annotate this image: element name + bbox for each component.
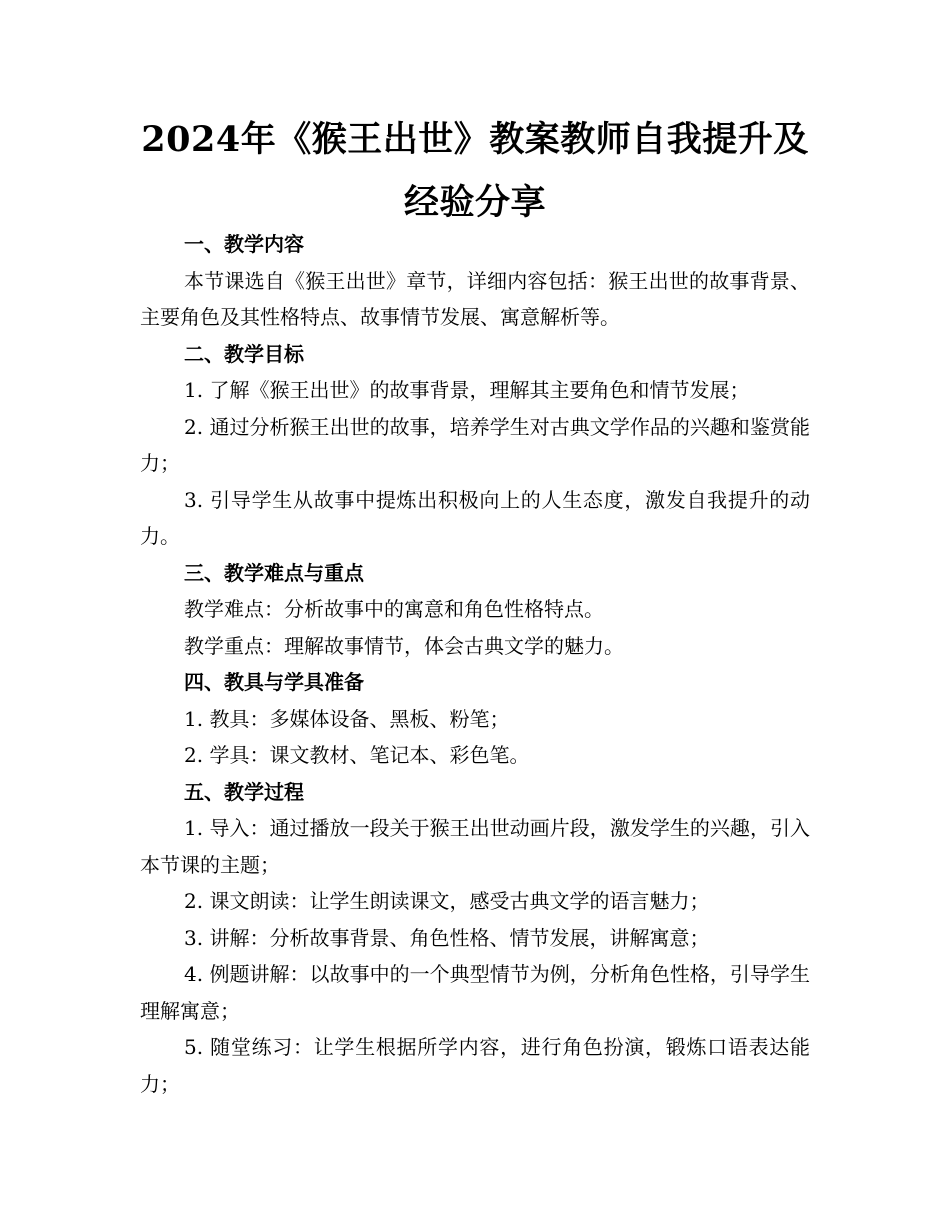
list-item: 2. 学具：课文教材、笔记本、彩色笔。 [184,743,530,767]
list-item: 3. 引导学生从故事中提炼出积极向上的人生态度，激发自我提升的动力。 [140,487,810,548]
document-body [140,226,810,1102]
paragraph: 教学重点：理解故事情节，体会古典文学的魅力。 [184,633,624,658]
list-item: 1. 了解《猴王出世》的故事背景，理解其主要角色和情节发展； [184,378,750,402]
paragraph: 教学难点：分析故事中的寓意和角色性格特点。 [184,597,604,621]
list-item: 1. 导入：通过播放一段关于猴王出世动画片段，激发学生的兴趣，引入本节课的主题； [140,816,810,877]
list-item: 2. 通过分析猴王出世的故事，培养学生对古典文学作品的兴趣和鉴赏能力； [140,414,810,475]
section-heading: 五、教学过程 [184,779,304,804]
section-heading: 二、教学目标 [184,341,304,366]
list-item: 3. 讲解：分析故事背景、角色性格、情节发展，讲解寓意； [184,925,710,950]
section-heading: 四、教具与学具准备 [184,670,364,694]
section-heading: 一、教学内容 [184,232,304,256]
paragraph: 本节课选自《猴王出世》章节，详细内容包括：猴王出世的故事背景、主要角色及其性格特点、故事情节发展、寓意解析等。 [140,268,810,329]
document-title: 2024年《猴王出世》教案教师自我提升及经验分享 [141,119,809,223]
list-item: 2. 课文朗读：让学生朗读课文，感受古典文学的语言魅力； [184,889,710,913]
section-heading: 三、教学难点与重点 [184,560,364,585]
list-item: 5. 随堂练习：让学生根据所学内容，进行角色扮演，锻炼口语表达能力； [140,1035,810,1096]
list-item: 4. 例题讲解：以故事中的一个典型情节为例，分析角色性格，引导学生理解寓意； [140,962,810,1023]
list-item: 1. 教具：多媒体设备、黑板、粉笔； [184,706,510,731]
